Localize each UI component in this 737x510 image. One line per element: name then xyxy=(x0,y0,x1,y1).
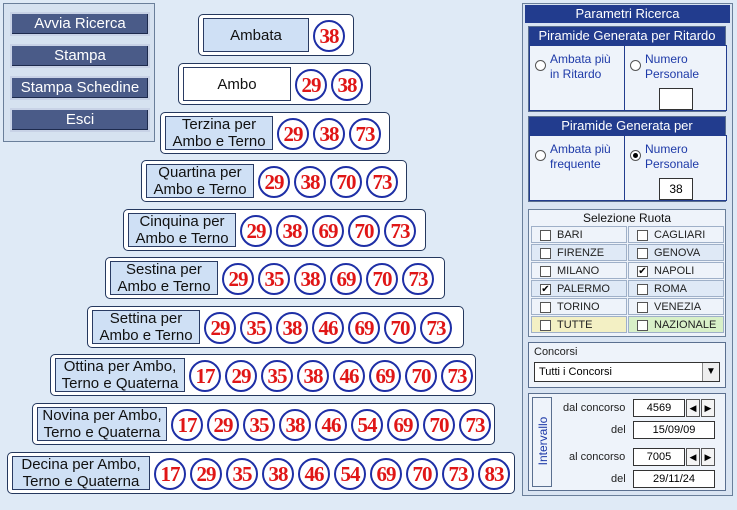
checkbox-icon[interactable] xyxy=(637,284,648,295)
number-ball: 46 xyxy=(333,360,365,392)
dal-next-icon[interactable]: ▶ xyxy=(701,399,715,417)
number-ball: 70 xyxy=(330,166,362,198)
pyramid-label: Ambata xyxy=(203,18,309,52)
parametri-panel xyxy=(522,3,733,496)
number-ball: 70 xyxy=(405,360,437,392)
number-ball: 29 xyxy=(225,360,257,392)
pyramid-row xyxy=(178,63,371,105)
checkbox-icon[interactable] xyxy=(540,266,551,277)
ruota-item[interactable] xyxy=(531,244,627,261)
personale-frequenza-input[interactable]: 38 xyxy=(659,178,693,200)
al-concorso-input[interactable]: 7005 xyxy=(633,448,685,466)
number-ball: 73 xyxy=(384,215,416,247)
number-ball: 73 xyxy=(402,263,434,295)
menu-panel xyxy=(3,3,155,142)
avvia-ricerca-button[interactable]: Avvia Ricerca xyxy=(10,12,150,36)
ruota-item[interactable] xyxy=(628,226,724,243)
ruota-name: VENEZIA xyxy=(654,301,702,313)
number-ball: 35 xyxy=(258,263,290,295)
ruota-name: TUTTE xyxy=(557,319,593,331)
number-ball: 29 xyxy=(277,118,309,150)
al-data-field: 29/11/24 xyxy=(633,470,715,488)
stampa-button[interactable]: Stampa xyxy=(10,44,150,68)
frequenza-title: Piramide Generata per xyxy=(529,117,725,135)
personale-ritardo-label: Numero Personale xyxy=(645,52,700,81)
ambata-frequente-label: Ambata più frequente xyxy=(550,142,611,171)
personale-ritardo-input[interactable] xyxy=(659,88,693,110)
dal-data-field: 15/09/09 xyxy=(633,421,715,439)
ambata-ritardo-radio[interactable] xyxy=(535,60,546,71)
parametri-title: Parametri Ricerca xyxy=(525,5,730,23)
pyramid-row xyxy=(32,403,495,445)
number-ball: 17 xyxy=(154,458,186,490)
ruota-name: PALERMO xyxy=(557,283,610,295)
concorsi-select[interactable] xyxy=(534,362,720,382)
number-ball: 29 xyxy=(240,215,272,247)
number-ball: 69 xyxy=(330,263,362,295)
number-ball: 29 xyxy=(258,166,290,198)
ruota-item[interactable] xyxy=(531,280,627,297)
number-ball: 73 xyxy=(349,118,381,150)
dal-prev-icon[interactable]: ◀ xyxy=(686,399,700,417)
ruota-item[interactable] xyxy=(531,226,627,243)
number-ball: 46 xyxy=(298,458,330,490)
ruota-name: ROMA xyxy=(654,283,687,295)
pyramid-label: Ottina per Ambo, Terno e Quaterna xyxy=(55,358,185,392)
number-ball: 70 xyxy=(348,215,380,247)
number-ball: 46 xyxy=(315,409,347,441)
personale-ritardo-radio[interactable] xyxy=(630,60,641,71)
personale-frequenza-radio[interactable] xyxy=(630,150,641,161)
number-ball: 69 xyxy=(369,360,401,392)
checkbox-icon[interactable] xyxy=(637,248,648,259)
al-next-icon[interactable]: ▶ xyxy=(701,448,715,466)
number-ball: 54 xyxy=(334,458,366,490)
checkbox-icon[interactable] xyxy=(637,302,648,313)
number-ball: 35 xyxy=(226,458,258,490)
al-concorso-label: al concorso xyxy=(569,451,626,463)
pyramid-label: Decina per Ambo, Terno e Quaterna xyxy=(12,456,150,490)
number-ball: 73 xyxy=(441,360,473,392)
number-ball: 69 xyxy=(370,458,402,490)
number-ball: 38 xyxy=(313,20,345,52)
pyramid-row xyxy=(141,160,407,202)
dal-del-label: del xyxy=(611,424,626,436)
number-ball: 35 xyxy=(240,312,272,344)
checkbox-icon[interactable] xyxy=(637,320,648,331)
ruota-item[interactable] xyxy=(531,316,627,333)
number-ball: 29 xyxy=(190,458,222,490)
checkbox-icon[interactable] xyxy=(540,248,551,259)
number-ball: 38 xyxy=(276,215,308,247)
ruota-name: CAGLIARI xyxy=(654,229,706,241)
number-ball: 69 xyxy=(312,215,344,247)
ritardo-box xyxy=(528,26,726,112)
number-ball: 70 xyxy=(406,458,438,490)
number-ball: 35 xyxy=(243,409,275,441)
number-ball: 38 xyxy=(262,458,294,490)
number-ball: 38 xyxy=(276,312,308,344)
pyramid-row xyxy=(198,14,354,56)
concorsi-label: Concorsi xyxy=(534,346,578,358)
ruota-item[interactable] xyxy=(628,244,724,261)
frequenza-box xyxy=(528,116,726,202)
pyramid-label: Ambo xyxy=(183,67,291,101)
number-ball: 46 xyxy=(312,312,344,344)
ruota-name: MILANO xyxy=(557,265,600,277)
pyramid-label: Quartina per Ambo e Terno xyxy=(146,164,254,198)
ruota-name: NAZIONALE xyxy=(654,319,717,331)
ruota-name: NAPOLI xyxy=(654,265,695,277)
ambata-ritardo-label: Ambata più in Ritardo xyxy=(550,52,611,81)
number-ball: 73 xyxy=(459,409,491,441)
number-ball: 73 xyxy=(366,166,398,198)
al-del-label: del xyxy=(611,473,626,485)
pyramid-row xyxy=(50,354,476,396)
pyramid-label: Terzina per Ambo e Terno xyxy=(165,116,273,150)
number-ball: 35 xyxy=(261,360,293,392)
ruota-name: BARI xyxy=(557,229,583,241)
number-ball: 38 xyxy=(294,166,326,198)
dal-concorso-input[interactable]: 4569 xyxy=(633,399,685,417)
pyramid-label: Novina per Ambo, Terno e Quaterna xyxy=(37,407,167,441)
ruota-title: Selezione Ruota xyxy=(582,211,672,225)
ruota-item[interactable] xyxy=(628,298,724,315)
number-ball: 29 xyxy=(222,263,254,295)
checkbox-icon[interactable] xyxy=(637,230,648,241)
number-ball: 69 xyxy=(387,409,419,441)
ruota-name: TORINO xyxy=(557,301,600,313)
number-ball: 29 xyxy=(204,312,236,344)
number-ball: 73 xyxy=(442,458,474,490)
ruota-name: FIRENZE xyxy=(557,247,605,259)
number-ball: 29 xyxy=(295,69,327,101)
ruota-item[interactable] xyxy=(628,280,724,297)
checkbox-icon[interactable] xyxy=(540,320,551,331)
checkbox-checked-icon[interactable]: ✔ xyxy=(638,266,647,277)
number-ball: 38 xyxy=(313,118,345,150)
pyramid-row xyxy=(105,257,445,299)
ruota-item[interactable] xyxy=(628,316,724,333)
number-ball: 70 xyxy=(384,312,416,344)
concorsi-box xyxy=(528,342,726,388)
checkbox-icon[interactable] xyxy=(540,230,551,241)
pyramid-row xyxy=(7,452,515,494)
intervallo-box xyxy=(528,393,726,491)
stampa-schedine-button[interactable]: Stampa Schedine xyxy=(10,76,150,100)
number-ball: 73 xyxy=(420,312,452,344)
intervallo-title: Intervallo xyxy=(536,416,550,466)
pyramid-label: Sestina per Ambo e Terno xyxy=(110,261,218,295)
ruota-item[interactable] xyxy=(628,262,724,279)
number-ball: 29 xyxy=(207,409,239,441)
al-prev-icon[interactable]: ◀ xyxy=(686,448,700,466)
number-ball: 69 xyxy=(348,312,380,344)
ruota-item[interactable] xyxy=(531,298,627,315)
pyramid-row xyxy=(123,209,426,251)
pyramid-row xyxy=(87,306,464,348)
pyramid-label: Cinquina per Ambo e Terno xyxy=(128,213,236,247)
esci-button[interactable]: Esci xyxy=(10,108,150,132)
number-ball: 54 xyxy=(351,409,383,441)
ruota-name: GENOVA xyxy=(654,247,701,259)
ambata-frequente-radio[interactable] xyxy=(535,150,546,161)
checkbox-checked-icon[interactable]: ✔ xyxy=(541,284,550,295)
pyramid-row xyxy=(160,112,390,154)
chevron-down-icon[interactable]: ▼ xyxy=(702,363,719,381)
number-ball: 83 xyxy=(478,458,510,490)
number-ball: 17 xyxy=(171,409,203,441)
dal-concorso-label: dal concorso xyxy=(563,402,626,414)
number-ball: 70 xyxy=(366,263,398,295)
number-ball: 38 xyxy=(279,409,311,441)
pyramid-label: Settina per Ambo e Terno xyxy=(92,310,200,344)
checkbox-icon[interactable] xyxy=(540,302,551,313)
number-ball: 70 xyxy=(423,409,455,441)
concorsi-selected: Tutti i Concorsi xyxy=(539,366,612,378)
number-ball: 17 xyxy=(189,360,221,392)
number-ball: 38 xyxy=(331,69,363,101)
ritardo-title: Piramide Generata per Ritardo xyxy=(529,27,725,45)
number-ball: 38 xyxy=(297,360,329,392)
ruota-item[interactable] xyxy=(531,262,627,279)
selezione-ruota-box xyxy=(528,209,726,337)
personale-frequenza-label: Numero Personale xyxy=(645,142,700,171)
number-ball: 38 xyxy=(294,263,326,295)
